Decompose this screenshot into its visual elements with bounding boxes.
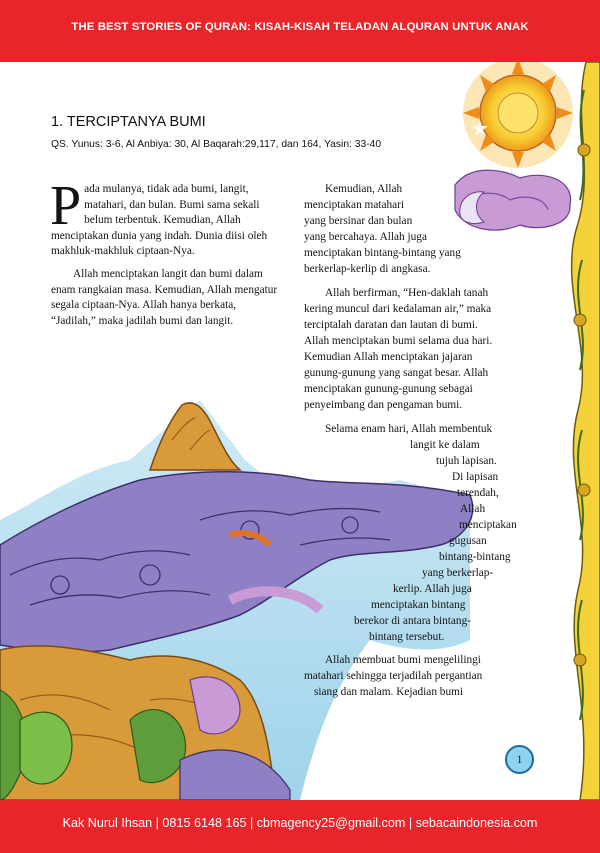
text-line: menciptakan matahari [304,199,405,211]
text-line: yang bersinar dan bulan [304,215,413,227]
left-column [50,175,283,336]
footer-contact: Kak Nurul Ihsan | 0815 6148 165 | cbmagency25@gmail.com | sebacaindonesia.com [62,816,538,830]
text-line: berkerlap-kerlip di angkasa. [304,263,431,275]
text-line: yang berkerlap- [422,567,494,579]
text-line: menciptakan bintang [371,599,466,611]
text-line: langit ke dalam [410,439,480,451]
drop-cap: P [50,175,82,237]
text-line: Allah menciptakan bumi selama dua hari. [304,335,493,347]
text-line: menciptakan gunung-gunung sebagai [304,383,473,395]
header-bar [0,0,600,62]
book-title: THE BEST STORIES OF QURAN: KISAH-KISAH TELADAN ALQURAN UNTUK ANAK [71,21,529,33]
text-line: kerlip. Allah juga [393,583,472,595]
text-line: matahari sehingga terjadilah pergantian [304,670,483,682]
vine-border [572,62,600,800]
text-line: tujuh lapisan. [436,455,497,467]
chapter-title: 1. TERCIPTANYA BUMI [51,114,206,130]
text-line: Di lapisan [452,471,499,483]
text-line: siang dan malam. Kejadian bumi [314,686,464,698]
text-line: bintang tersebut. [369,631,445,643]
text-line: berekor di antara bintang- [354,615,471,627]
sun [463,58,573,168]
paragraph-2: Allah menciptakan langit dan bumi dalam enam rangkaian masa. Kemudian, Allah mengatur segala ciptaan-Nya. Allah hanya berkata, “Jadilah,” maka jadilah bumi dan langit. [51,267,278,327]
text-line: Kemudian Allah menciptakan jajaran [304,351,473,363]
text-line: penyeimbang dan pengaman bumi. [304,399,463,411]
text-line: menciptakan bintang-bintang yang [304,247,461,259]
text-line: Selama enam hari, Allah membentuk [325,423,493,435]
text-line: menciptakan [459,519,517,531]
text-line: gunung-gunung yang sangat besar. Allah [304,367,489,379]
footer-bar [0,800,600,853]
paragraph-1 [50,175,283,260]
text-line: Allah membuat bumi mengelilingi [325,654,481,666]
page-number-badge: 1 [505,745,534,774]
text-line: terendah, [457,487,499,499]
text-line: kering muncul dari kedalaman air,” maka [304,303,492,315]
paragraph-1-text: ada mulanya, tidak ada bumi, langit, matahari, dan bulan. Bumi sama sekali belum terbentuk. Kemudian, Allah menciptakan dunia yang indah. Dunia diisi oleh makhluk-makhluk ciptaan-Nya. [51,183,268,258]
text-line: Kemudian, Allah [325,183,403,195]
text-line: bintang-bintang [439,551,511,563]
chapter-references: QS. Yunus: 3-6, Al Anbiya: 30, Al Baqarah:29,117, dan 164, Yasin: 33-40 [51,139,382,150]
text-line: Allah berfirman, “Hen-daklah tanah [325,287,489,299]
text-line: Allah [460,503,486,515]
text-line: gugusan [449,535,487,547]
text-line: yang bercahaya. Allah juga [304,231,427,243]
text-line: terciptalah daratan dan lautan di bumi. [304,319,478,331]
